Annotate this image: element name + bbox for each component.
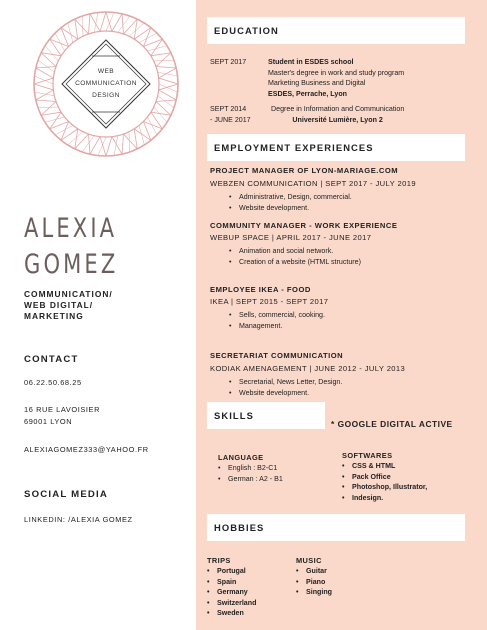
role-line-2: WEB DIGITAL/ [24, 300, 94, 310]
emblem-line-3: DESIGN [92, 92, 120, 99]
list-item: • Piano [296, 577, 332, 588]
address-line-2: 69001 LYON [24, 417, 73, 426]
list-item: • Pack Office [342, 472, 427, 483]
education-date-2 [210, 104, 251, 125]
edu-2-date-1: SEPT 2014 [210, 105, 247, 113]
job-3-bullets [229, 310, 325, 331]
edu-2-line-1: Degree in Information and Communication [271, 105, 405, 113]
education-entry-2 [271, 104, 404, 125]
language-list [218, 463, 283, 484]
list-item: • Sells, commercial, cooking. [229, 310, 325, 321]
job-1-title: PROJECT MANAGER OF LYON-MARIAGE.COM [210, 166, 399, 175]
edu-1-line-4: ESDES, Perrache, Lyon [268, 89, 347, 98]
language-heading: LANGUAGE [218, 453, 264, 462]
music-list [296, 566, 332, 598]
list-item: • Secretarial, News Letter, Design. [229, 377, 342, 388]
list-item: • CSS & HTML [342, 461, 427, 472]
emblem-line-2: COMMUNICATION [75, 80, 137, 87]
social-heading: SOCIAL MEDIA [24, 489, 109, 500]
list-item: • German : A2 - B1 [218, 474, 283, 485]
list-item: • Management. [229, 321, 325, 332]
music-heading: MUSIC [296, 556, 322, 565]
job-4-title: SECRETARIAT COMMUNICATION [210, 351, 344, 360]
list-item: • Photoshop, Illustrator, [342, 482, 427, 493]
job-3-company: IKEA | SEPT 2015 - SEPT 2017 [210, 297, 329, 306]
last-name: GOMEZ [24, 249, 119, 280]
emblem-text [30, 8, 182, 160]
contact-heading: CONTACT [24, 354, 79, 365]
list-item: • Administrative, Design, commercial. [229, 192, 352, 203]
list-item: • Switzerland [207, 598, 256, 609]
list-item: • Website development. [229, 203, 352, 214]
job-4-company: KODIAK AMENAGEMENT | JUNE 2012 - JULY 2013 [210, 364, 406, 373]
trips-heading: TRIPS [207, 556, 231, 565]
list-item: • Germany [207, 587, 256, 598]
emblem-line-1: WEB [97, 68, 115, 75]
list-item: • Singing [296, 587, 332, 598]
edu-1-line-1: Student in ESDES school [268, 58, 354, 66]
softwares-list [342, 461, 427, 503]
list-item [342, 493, 427, 504]
job-1-bullets [229, 192, 352, 213]
first-name: ALEXIA [24, 213, 118, 244]
contact-email[interactable]: ALEXIAGOMEZ333@YAHOO.FR [24, 445, 149, 454]
edu-1-line-3: Marketing Business and Digital [268, 79, 366, 87]
emblem-logo [30, 8, 182, 160]
hobbies-heading: HOBBIES [207, 514, 465, 541]
trips-list [207, 566, 256, 619]
list-item: • Portugal [207, 566, 256, 577]
edu-1-line-2: Master's degree in work and study program [268, 68, 405, 77]
job-3-title: EMPLOYEE IKEA - FOOD [210, 285, 311, 294]
list-item: • English : B2-C1 [218, 463, 283, 474]
list-item: • Creation of a website (HTML structure) [229, 257, 361, 268]
skills-heading: SKILLS [207, 402, 325, 429]
list-item: • Spain [207, 577, 256, 588]
job-1-company: WEBZEN COMMUNICATION | SEPT 2017 - JULY 2019 [210, 179, 416, 188]
address-line-1: 16 RUE LAVOISIER [24, 405, 101, 414]
list-item: • Animation and social network. [229, 246, 361, 257]
education-entry-1 [268, 57, 404, 99]
edu-2-line-2: Université Lumière, Lyon 2 [292, 115, 383, 124]
role-line-3: MARKETING [24, 311, 84, 321]
list-item: • Guitar [296, 566, 332, 577]
employment-heading: EMPLOYMENT EXPERIENCES [207, 134, 465, 161]
list-item: • Website development. [229, 388, 342, 399]
softwares-item-continued: Indesign. [352, 493, 384, 502]
job-2-company: WEBUP SPACE | APRIL 2017 - JUNE 2017 [210, 233, 372, 242]
role-line-1: COMMUNICATION/ [24, 289, 113, 299]
edu-2-date-2: - JUNE 2017 [210, 115, 251, 124]
education-heading: EDUCATION [207, 17, 465, 44]
edu-1-date: SEPT 2017 [210, 58, 247, 66]
education-date-1 [210, 57, 246, 68]
softwares-heading: SOFTWARES [342, 451, 393, 460]
contact-address [24, 404, 100, 428]
job-4-bullets [229, 377, 342, 398]
list-item: • Sweden [207, 608, 256, 619]
social-linkedin[interactable]: LINKEDIN: /ALEXIA GOMEZ [24, 515, 133, 524]
job-2-bullets [229, 246, 361, 267]
contact-phone[interactable]: 06.22.50.68.25 [24, 378, 82, 387]
job-2-title: COMMUNITY MANAGER - WORK EXPERIENCE [210, 221, 398, 230]
role-title [24, 289, 113, 322]
skills-highlight: * GOOGLE DIGITAL ACTIVE [331, 419, 453, 429]
